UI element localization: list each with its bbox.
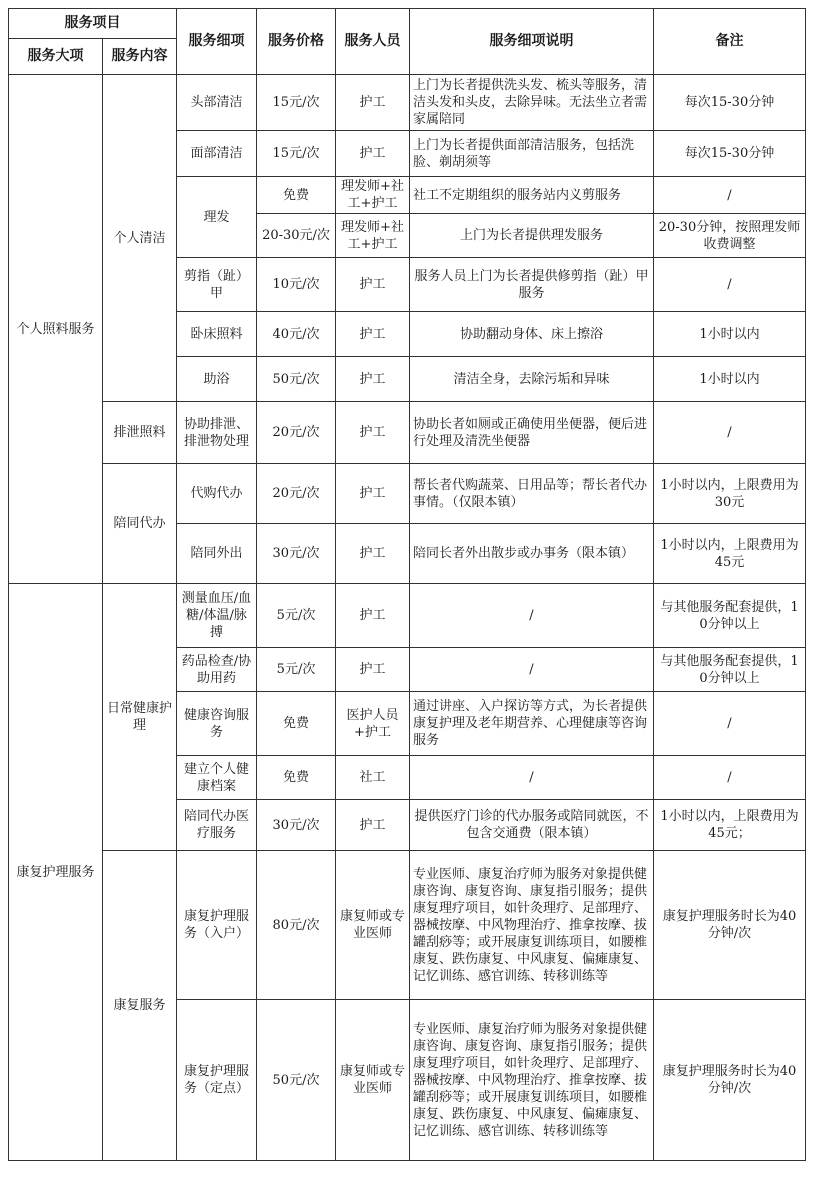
price-cell: 50元/次 [257,1000,336,1161]
description-cell: 专业医师、康复治疗师为服务对象提供健康咨询、康复咨询、康复指引服务；提供康复理疗项目，如针灸理疗、足部理疗、器械按摩、中风物理治疗、推拿按摩、拔罐刮痧等；或开展康复训练项目，如腰椎康复、跌伤康复、中风康复、偏瘫康复、记忆训练、感官训练、转移训练等 [410,851,654,1000]
staff-cell: 社工 [336,756,410,800]
description-cell: 通过讲座、入户探访等方式，为长者提供康复护理及老年期营养、心理健康等咨询服务 [410,692,654,756]
price-cell: 5元/次 [257,584,336,648]
header-major: 服务大项 [9,39,103,75]
detail-cell: 头部清洁 [177,75,257,131]
price-cell: 30元/次 [257,524,336,584]
description-cell: 专业医师、康复治疗师为服务对象提供健康咨询、康复咨询、康复指引服务；提供康复理疗项目，如针灸理疗、足部理疗、器械按摩、中风物理治疗、推拿按摩、拔罐刮痧等；或开展康复训练项目，如腰椎康复、跌伤康复、中风康复、偏瘫康复、记忆训练、感官训练、转移训练等 [410,1000,654,1161]
price-cell: 10元/次 [257,258,336,312]
price-cell: 20元/次 [257,464,336,524]
detail-cell: 助浴 [177,357,257,402]
staff-cell: 康复师或专业医师 [336,851,410,1000]
remark-cell: / [654,258,806,312]
description-cell: 陪同长者外出散步或办事务（限本镇） [410,524,654,584]
price-cell: 5元/次 [257,648,336,692]
major-cell: 个人照料服务 [9,75,103,584]
remark-cell: 每次15-30分钟 [654,75,806,131]
staff-cell: 理发师+社工+护工 [336,214,410,258]
description-cell: 服务人员上门为长者提供修剪指（趾）甲服务 [410,258,654,312]
table-row [9,464,806,524]
remark-cell: 与其他服务配套提供，10分钟以上 [654,648,806,692]
detail-cell: 康复护理服务（入户） [177,851,257,1000]
content-cell: 日常健康护理 [103,584,177,851]
remark-cell: 1小时以内 [654,357,806,402]
description-cell: 社工不定期组织的服务站内义剪服务 [410,177,654,214]
remark-cell: 与其他服务配套提供，10分钟以上 [654,584,806,648]
remark-cell: / [654,756,806,800]
staff-cell: 护工 [336,464,410,524]
major-cell: 康复护理服务 [9,584,103,1161]
description-cell: 上门为长者提供面部清洁服务，包括洗脸、剃胡须等 [410,131,654,177]
header-price: 服务价格 [257,9,336,75]
staff-cell: 护工 [336,648,410,692]
price-cell: 20元/次 [257,402,336,464]
description-cell: 清洁全身，去除污垢和异味 [410,357,654,402]
header-staff: 服务人员 [336,9,410,75]
description-cell: / [410,648,654,692]
staff-cell: 护工 [336,258,410,312]
price-cell: 20-30元/次 [257,214,336,258]
staff-cell: 医护人员+护工 [336,692,410,756]
content-cell: 个人清洁 [103,75,177,402]
price-cell: 免费 [257,756,336,800]
table-row [9,402,806,464]
remark-cell: 每次15-30分钟 [654,131,806,177]
remark-cell: 康复护理服务时长为40分钟/次 [654,1000,806,1161]
detail-cell: 药品检查/协助用药 [177,648,257,692]
staff-cell: 护工 [336,800,410,851]
remark-cell: 1小时以内，上限费用为30元 [654,464,806,524]
table-row [9,851,806,1000]
staff-cell: 理发师+社工+护工 [336,177,410,214]
detail-cell: 健康咨询服务 [177,692,257,756]
price-cell: 15元/次 [257,131,336,177]
staff-cell: 护工 [336,312,410,357]
remark-cell: 康复护理服务时长为40分钟/次 [654,851,806,1000]
content-cell: 康复服务 [103,851,177,1161]
price-cell: 免费 [257,692,336,756]
description-cell: 协助翻动身体、床上擦浴 [410,312,654,357]
detail-cell: 协助排泄、排泄物处理 [177,402,257,464]
description-cell: / [410,756,654,800]
staff-cell: 护工 [336,524,410,584]
header-content: 服务内容 [103,39,177,75]
description-cell: 协助长者如厕或正确使用坐便器，便后进行处理及清洗坐便器 [410,402,654,464]
remark-cell: 1小时以内，上限费用为45元； [654,800,806,851]
detail-cell: 测量血压/血糖/体温/脉搏 [177,584,257,648]
detail-cell: 陪同外出 [177,524,257,584]
content-cell: 排泄照料 [103,402,177,464]
header-detail: 服务细项 [177,9,257,75]
remark-cell: / [654,402,806,464]
remark-cell: 1小时以内，上限费用为45元 [654,524,806,584]
staff-cell: 护工 [336,131,410,177]
detail-cell: 代购代办 [177,464,257,524]
price-cell: 50元/次 [257,357,336,402]
staff-cell: 护工 [336,357,410,402]
price-cell: 40元/次 [257,312,336,357]
price-cell: 30元/次 [257,800,336,851]
detail-cell: 剪指（趾）甲 [177,258,257,312]
description-cell: 提供医疗门诊的代办服务或陪同就医，不包含交通费（限本镇） [410,800,654,851]
service-price-table [8,8,806,1161]
table-row [9,584,806,648]
detail-cell: 陪同代办医疗服务 [177,800,257,851]
table-row [9,75,806,131]
staff-cell: 护工 [336,584,410,648]
detail-cell: 卧床照料 [177,312,257,357]
description-cell: 帮长者代购蔬菜、日用品等；帮长者代办事情。（仅限本镇） [410,464,654,524]
price-cell: 80元/次 [257,851,336,1000]
remark-cell: / [654,692,806,756]
detail-cell: 面部清洁 [177,131,257,177]
detail-cell: 建立个人健康档案 [177,756,257,800]
staff-cell: 康复师或专业医师 [336,1000,410,1161]
price-cell: 免费 [257,177,336,214]
staff-cell: 护工 [336,402,410,464]
description-cell: 上门为长者提供理发服务 [410,214,654,258]
remark-cell: 20-30分钟，按照理发师收费调整 [654,214,806,258]
header-service-items: 服务项目 [9,9,177,39]
content-cell: 陪同代办 [103,464,177,584]
header-description: 服务细项说明 [410,9,654,75]
header-remark: 备注 [654,9,806,75]
staff-cell: 护工 [336,75,410,131]
price-cell: 15元/次 [257,75,336,131]
remark-cell: / [654,177,806,214]
detail-cell: 康复护理服务（定点） [177,1000,257,1161]
remark-cell: 1小时以内 [654,312,806,357]
description-cell: / [410,584,654,648]
detail-cell: 理发 [177,177,257,258]
description-cell: 上门为长者提供洗头发、梳头等服务，清洁头发和头皮，去除异味。无法坐立者需家属陪同 [410,75,654,131]
